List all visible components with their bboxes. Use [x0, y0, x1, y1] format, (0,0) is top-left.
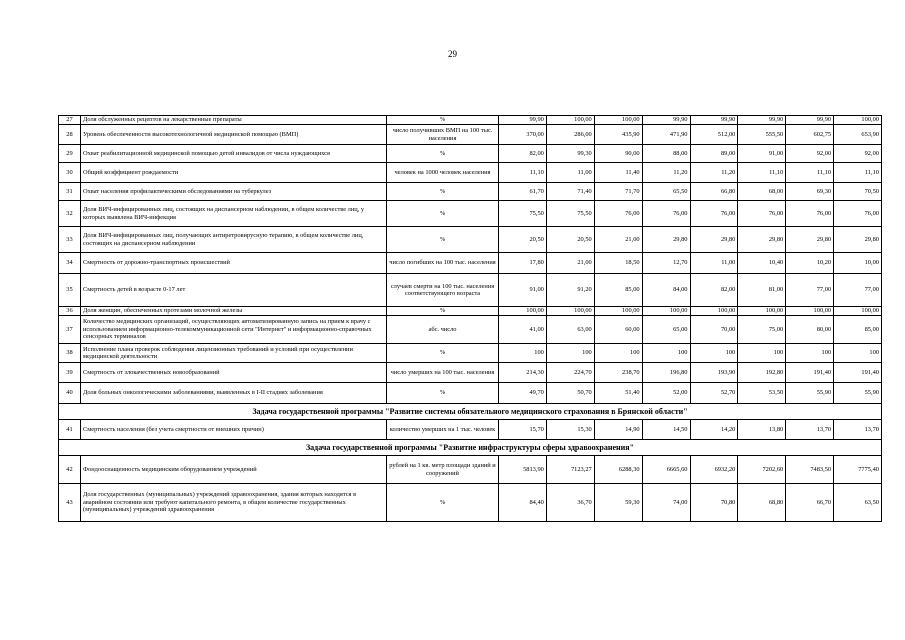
value-cell: 55,90	[834, 383, 882, 404]
value-cell: 100,00	[738, 307, 786, 316]
value-cell: 13,70	[786, 420, 834, 440]
value-cell: 76,00	[690, 201, 738, 227]
value-cell: 99,90	[642, 116, 690, 125]
value-cell: 70,80	[690, 484, 738, 522]
value-cell: 77,00	[834, 274, 882, 307]
row-number: 37	[59, 316, 81, 344]
value-cell: 29,80	[690, 227, 738, 253]
unit-of-measure: случаев смерти на 100 тыс. населения соответствующего возраста	[387, 274, 499, 307]
value-cell: 88,00	[642, 145, 690, 163]
table-row	[59, 274, 882, 307]
value-cell: 100	[834, 344, 882, 363]
value-cell: 512,00	[690, 125, 738, 145]
unit-of-measure: число получивших ВМП на 100 тыс. населения	[387, 125, 499, 145]
value-cell: 13,70	[834, 420, 882, 440]
value-cell: 82,00	[499, 145, 547, 163]
value-cell: 11,10	[738, 163, 786, 183]
value-cell: 191,40	[834, 363, 882, 383]
value-cell: 100,00	[546, 307, 594, 316]
section-title: Задача государственной программы "Развитие системы обязательного медицинского страхования в Брянской области"	[59, 404, 882, 420]
value-cell: 10,20	[786, 253, 834, 274]
value-cell: 471,90	[642, 125, 690, 145]
unit-of-measure: %	[387, 227, 499, 253]
value-cell: 65,00	[642, 316, 690, 344]
row-number: 27	[59, 116, 81, 125]
value-cell: 66,70	[786, 484, 834, 522]
indicator-name: Смертность от злокачественных новообразований	[81, 363, 387, 383]
value-cell: 68,80	[738, 484, 786, 522]
value-cell: 99,90	[690, 116, 738, 125]
value-cell: 6665,60	[642, 456, 690, 484]
table-row	[59, 125, 882, 145]
value-cell: 100	[690, 344, 738, 363]
value-cell: 51,40	[594, 383, 642, 404]
value-cell: 6932,20	[690, 456, 738, 484]
value-cell: 20,50	[499, 227, 547, 253]
value-cell: 100,00	[594, 116, 642, 125]
value-cell: 555,50	[738, 125, 786, 145]
value-cell: 99,30	[546, 145, 594, 163]
value-cell: 92,00	[834, 145, 882, 163]
value-cell: 7775,40	[834, 456, 882, 484]
indicator-name: Доля ВИЧ-инфицированных лиц, получающих антиретровирусную терапию, в общем количестве лиц, состоящих на диспансерном наблюдении	[81, 227, 387, 253]
value-cell: 85,00	[594, 274, 642, 307]
value-cell: 100	[642, 344, 690, 363]
unit-of-measure: %	[387, 201, 499, 227]
value-cell: 90,00	[594, 145, 642, 163]
value-cell: 100,00	[786, 307, 834, 316]
value-cell: 41,00	[499, 316, 547, 344]
value-cell: 71,40	[546, 183, 594, 201]
row-number: 40	[59, 383, 81, 404]
value-cell: 29,80	[738, 227, 786, 253]
row-number: 36	[59, 307, 81, 316]
value-cell: 75,50	[546, 201, 594, 227]
indicator-name: Доля женщин, обеспеченных протезами молочной железы	[81, 307, 387, 316]
value-cell: 65,50	[642, 183, 690, 201]
indicator-name: Смертность населения (без учета смертности от внешних причин)	[81, 420, 387, 440]
value-cell: 602,75	[786, 125, 834, 145]
value-cell: 7123,27	[546, 456, 594, 484]
row-number: 41	[59, 420, 81, 440]
value-cell: 100	[786, 344, 834, 363]
value-cell: 435,90	[594, 125, 642, 145]
row-number: 39	[59, 363, 81, 383]
value-cell: 100,00	[594, 307, 642, 316]
value-cell: 68,00	[738, 183, 786, 201]
value-cell: 224,70	[546, 363, 594, 383]
value-cell: 66,80	[690, 183, 738, 201]
value-cell: 100,00	[499, 307, 547, 316]
unit-of-measure: %	[387, 307, 499, 316]
unit-of-measure: человек на 1000 человек населения	[387, 163, 499, 183]
value-cell: 11,20	[642, 163, 690, 183]
value-cell: 7483,50	[786, 456, 834, 484]
value-cell: 13,80	[738, 420, 786, 440]
value-cell: 84,00	[642, 274, 690, 307]
value-cell: 14,90	[594, 420, 642, 440]
row-number: 34	[59, 253, 81, 274]
section-row	[59, 440, 882, 456]
value-cell: 11,10	[834, 163, 882, 183]
value-cell: 75,50	[499, 201, 547, 227]
value-cell: 53,50	[738, 383, 786, 404]
indicator-name: Количество медицинских организаций, осуществляющих автоматизированную запись на прием к врачу с использованием информационно-телекоммуникационной сети "Интернет" и информационно-справочных сенсорных терминалов	[81, 316, 387, 344]
value-cell: 29,80	[834, 227, 882, 253]
value-cell: 6288,30	[594, 456, 642, 484]
value-cell: 11,10	[499, 163, 547, 183]
value-cell: 61,70	[499, 183, 547, 201]
value-cell: 191,40	[786, 363, 834, 383]
value-cell: 92,00	[786, 145, 834, 163]
value-cell: 100,00	[834, 116, 882, 125]
row-number: 32	[59, 201, 81, 227]
table-row	[59, 183, 882, 201]
value-cell: 7202,60	[738, 456, 786, 484]
value-cell: 100,00	[642, 307, 690, 316]
value-cell: 80,00	[786, 316, 834, 344]
table-row	[59, 363, 882, 383]
value-cell: 17,80	[499, 253, 547, 274]
value-cell: 85,00	[834, 316, 882, 344]
indicator-name: Охват реабилитационной медицинской помощью детей инвалидов от числа нуждающихся	[81, 145, 387, 163]
indicator-name: Уровень обеспеченности высокотехнологичной медицинской помощью (ВМП)	[81, 125, 387, 145]
value-cell: 11,20	[690, 163, 738, 183]
value-cell: 100	[738, 344, 786, 363]
unit-of-measure: %	[387, 344, 499, 363]
value-cell: 52,70	[690, 383, 738, 404]
value-cell: 91,20	[546, 274, 594, 307]
value-cell: 12,70	[642, 253, 690, 274]
unit-of-measure: абс. число	[387, 316, 499, 344]
value-cell: 11,00	[690, 253, 738, 274]
value-cell: 89,00	[690, 145, 738, 163]
table-row	[59, 456, 882, 484]
unit-of-measure: число погибших на 100 тыс. населения	[387, 253, 499, 274]
value-cell: 238,70	[594, 363, 642, 383]
table-row	[59, 227, 882, 253]
table-row	[59, 484, 882, 522]
row-number: 30	[59, 163, 81, 183]
value-cell: 100,00	[690, 307, 738, 316]
indicator-name: Общий коэффициент рождаемости	[81, 163, 387, 183]
value-cell: 286,00	[546, 125, 594, 145]
value-cell: 99,90	[786, 116, 834, 125]
value-cell: 84,40	[499, 484, 547, 522]
row-number: 33	[59, 227, 81, 253]
table-row	[59, 344, 882, 363]
unit-of-measure: %	[387, 183, 499, 201]
value-cell: 63,50	[834, 484, 882, 522]
value-cell: 60,00	[594, 316, 642, 344]
value-cell: 74,00	[642, 484, 690, 522]
value-cell: 214,30	[499, 363, 547, 383]
row-number: 31	[59, 183, 81, 201]
value-cell: 69,30	[786, 183, 834, 201]
table-row	[59, 383, 882, 404]
value-cell: 49,70	[499, 383, 547, 404]
value-cell: 76,00	[834, 201, 882, 227]
indicator-name: Доля государственных (муниципальных) учреждений здравоохранения, здания которых находятся в аварийном состоянии или требуют капитального ремонта, в общем количестве государственных (муниципальных) учреждений здравоохранения	[81, 484, 387, 522]
indicator-name: Доля обслуженных рецептов на лекарственные препараты	[81, 116, 387, 125]
value-cell: 192,80	[738, 363, 786, 383]
unit-of-measure: %	[387, 383, 499, 404]
value-cell: 81,00	[738, 274, 786, 307]
table-row	[59, 145, 882, 163]
row-number: 43	[59, 484, 81, 522]
table-row	[59, 201, 882, 227]
value-cell: 76,00	[738, 201, 786, 227]
value-cell: 71,70	[594, 183, 642, 201]
value-cell: 50,70	[546, 383, 594, 404]
table-row	[59, 163, 882, 183]
value-cell: 21,00	[546, 253, 594, 274]
value-cell: 370,00	[499, 125, 547, 145]
value-cell: 91,00	[738, 145, 786, 163]
value-cell: 18,50	[594, 253, 642, 274]
unit-of-measure: %	[387, 116, 499, 125]
value-cell: 11,10	[786, 163, 834, 183]
table-row	[59, 116, 882, 125]
value-cell: 10,40	[738, 253, 786, 274]
value-cell: 100	[499, 344, 547, 363]
value-cell: 193,90	[690, 363, 738, 383]
value-cell: 70,50	[834, 183, 882, 201]
value-cell: 29,80	[786, 227, 834, 253]
value-cell: 76,00	[786, 201, 834, 227]
indicator-name: Охват населения профилактическими обследованиями на туберкулез	[81, 183, 387, 201]
table-row	[59, 253, 882, 274]
value-cell: 75,00	[738, 316, 786, 344]
row-number: 35	[59, 274, 81, 307]
value-cell: 100,00	[546, 116, 594, 125]
row-number: 42	[59, 456, 81, 484]
value-cell: 100,00	[834, 307, 882, 316]
value-cell: 76,00	[642, 201, 690, 227]
value-cell: 52,00	[642, 383, 690, 404]
value-cell: 29,80	[642, 227, 690, 253]
value-cell: 77,00	[786, 274, 834, 307]
page-number: 29	[448, 49, 457, 59]
indicator-name: Смертность от дорожно-транспортных происшествий	[81, 253, 387, 274]
value-cell: 82,00	[690, 274, 738, 307]
value-cell: 99,90	[499, 116, 547, 125]
value-cell: 99,90	[738, 116, 786, 125]
row-number: 38	[59, 344, 81, 363]
value-cell: 76,00	[594, 201, 642, 227]
value-cell: 55,90	[786, 383, 834, 404]
value-cell: 63,00	[546, 316, 594, 344]
indicator-name: Фондооснащенность медицинским оборудованием учреждений	[81, 456, 387, 484]
section-title: Задача государственной программы "Развитие инфраструктуры сферы здравоохранения"	[59, 440, 882, 456]
unit-of-measure: %	[387, 484, 499, 522]
table-row	[59, 307, 882, 316]
value-cell: 21,00	[594, 227, 642, 253]
value-cell: 70,00	[690, 316, 738, 344]
unit-of-measure: количество умерших на 1 тыс. человек	[387, 420, 499, 440]
unit-of-measure: число умерших на 100 тыс. населения	[387, 363, 499, 383]
value-cell: 15,70	[499, 420, 547, 440]
value-cell: 59,30	[594, 484, 642, 522]
value-cell: 100	[546, 344, 594, 363]
value-cell: 5813,90	[499, 456, 547, 484]
table-row	[59, 316, 882, 344]
row-number: 29	[59, 145, 81, 163]
value-cell: 196,80	[642, 363, 690, 383]
value-cell: 653,90	[834, 125, 882, 145]
indicator-name: Исполнение плана проверок соблюдения лицензионных требований и условий при осуществлении медицинской деятельности	[81, 344, 387, 363]
indicator-name: Доля ВИЧ-инфицированных лиц, состоящих на диспансерном наблюдении, в общем количестве лиц, у которых выявлена ВИЧ-инфекция	[81, 201, 387, 227]
indicator-name: Доля больных онкологическими заболеваниями, выявленных в I-II стадиях заболевания	[81, 383, 387, 404]
table-row	[59, 420, 882, 440]
value-cell: 10,00	[834, 253, 882, 274]
value-cell: 14,50	[642, 420, 690, 440]
indicators-table	[58, 115, 882, 522]
unit-of-measure: рублей на 1 кв. метр площади зданий и сооружений	[387, 456, 499, 484]
value-cell: 11,00	[546, 163, 594, 183]
unit-of-measure: %	[387, 145, 499, 163]
value-cell: 91,00	[499, 274, 547, 307]
value-cell: 15,30	[546, 420, 594, 440]
value-cell: 100	[594, 344, 642, 363]
value-cell: 36,70	[546, 484, 594, 522]
indicator-name: Смертность детей в возрасте 0-17 лет	[81, 274, 387, 307]
value-cell: 14,20	[690, 420, 738, 440]
value-cell: 20,50	[546, 227, 594, 253]
section-row	[59, 404, 882, 420]
row-number: 28	[59, 125, 81, 145]
value-cell: 11,40	[594, 163, 642, 183]
